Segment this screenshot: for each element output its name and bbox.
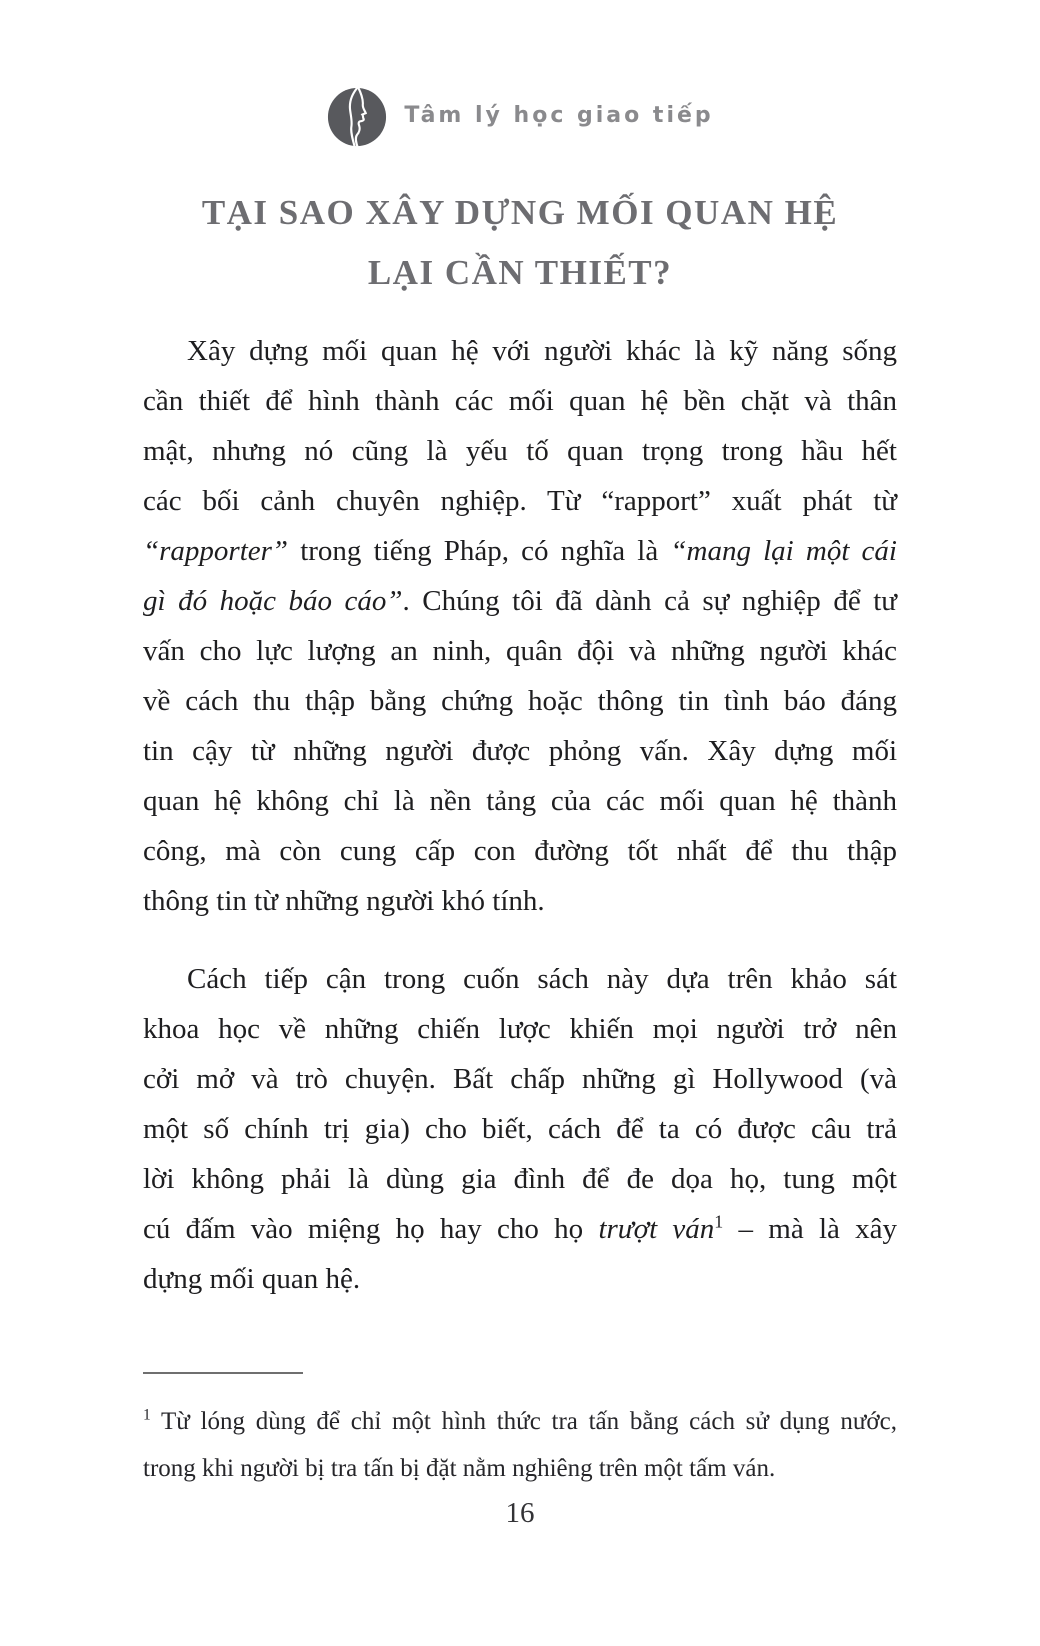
text-segment: trong khi người bị tra tấn bị đặt nằm nghiêng trên một tấm ván.: [143, 1455, 776, 1482]
text-line: [143, 1445, 897, 1492]
footnote-divider: [143, 1372, 303, 1374]
text-segment: . Chúng tôi đã dành cả sự nghiệp để tư: [402, 585, 897, 617]
text-line: [143, 526, 897, 576]
text-line: [143, 876, 897, 926]
page-header: [0, 84, 1040, 150]
text-line: [143, 1398, 897, 1445]
text-segment: – mà là xây: [723, 1213, 897, 1245]
text-segment: tin cậy từ những người được phỏng vấn. Xây dựng mối: [143, 735, 897, 767]
text-segment: cú đấm vào miệng họ hay cho họ: [143, 1213, 599, 1245]
chapter-title: [0, 183, 1040, 303]
text-segment: vấn cho lực lượng an ninh, quân đội và những người khác: [143, 635, 897, 667]
text-line: [143, 1104, 897, 1154]
text-segment: thông tin từ những người khó tính.: [143, 885, 545, 917]
text-segment: Từ lóng dùng để chỉ một hình thức tra tấn bằng cách sử dụng nước,: [150, 1408, 897, 1435]
paragraph: [143, 326, 897, 926]
text-segment: lời không phải là dùng gia đình để đe dọa họ, tung một: [143, 1163, 897, 1195]
text-line: [143, 1054, 897, 1104]
text-segment: mật, nhưng nó cũng là yếu tố quan trọng trong hầu hết: [143, 435, 897, 467]
text-line: [143, 1154, 897, 1204]
text-segment: một số chính trị gia) cho biết, cách để ta có được câu trả: [143, 1113, 897, 1145]
text-segment: khoa học về những chiến lược khiến mọi người trở nên: [143, 1013, 897, 1045]
text-line: [143, 776, 897, 826]
text-segment: về cách thu thập bằng chứng hoặc thông tin tình báo đáng: [143, 685, 897, 717]
text-line: [143, 426, 897, 476]
text-segment: Cách tiếp cận trong cuốn sách này dựa trên khảo sát: [187, 963, 897, 995]
text-segment: cởi mở và trò chuyện. Bất chấp những gì Hollywood (và: [143, 1063, 897, 1095]
text-segment: trong tiếng Pháp, có nghĩa là: [288, 535, 671, 567]
italic-text: gì đó hoặc báo cáo”: [143, 585, 403, 617]
text-line: [143, 1004, 897, 1054]
text-line: [143, 626, 897, 676]
italic-text: “rapporter”: [143, 535, 289, 567]
text-line: [143, 726, 897, 776]
italic-text: trượt ván: [598, 1213, 715, 1245]
chapter-title-line2: LẠI CẦN THIẾT?: [367, 253, 673, 292]
text-segment: dựng mối quan hệ.: [143, 1263, 361, 1295]
text-line: [143, 1254, 897, 1304]
text-line: [143, 826, 897, 876]
footnote-reference: 1: [714, 1211, 724, 1232]
page-number: 16: [505, 1497, 535, 1529]
footnote: [143, 1398, 897, 1492]
text-line: [143, 954, 897, 1004]
text-line: [143, 326, 897, 376]
book-title: Tâm lý học giao tiếp: [404, 102, 714, 128]
face-profile-logo-icon: [326, 84, 388, 150]
text-segment: cần thiết để hình thành các mối quan hệ bền chặt và thân: [143, 385, 897, 417]
text-line: [143, 476, 897, 526]
italic-text: “mang lại một cái: [670, 535, 897, 567]
chapter-title-line1: TẠI SAO XÂY DỰNG MỐI QUAN HỆ: [201, 193, 839, 232]
text-segment: công, mà còn cung cấp con đường tốt nhất để thu thập: [143, 835, 897, 867]
paragraph: [143, 954, 897, 1304]
text-segment: quan hệ không chỉ là nền tảng của các mối quan hệ thành: [143, 785, 897, 817]
text-segment: các bối cảnh chuyên nghiệp. Từ “rapport” xuất phát từ: [143, 485, 897, 517]
text-line: [143, 576, 897, 626]
text-line: [143, 1204, 897, 1254]
text-line: [143, 676, 897, 726]
text-line: [143, 376, 897, 426]
footnote-reference: 1: [143, 1406, 151, 1424]
body-text: [143, 326, 897, 1332]
text-segment: Xây dựng mối quan hệ với người khác là kỹ năng sống: [187, 335, 897, 367]
